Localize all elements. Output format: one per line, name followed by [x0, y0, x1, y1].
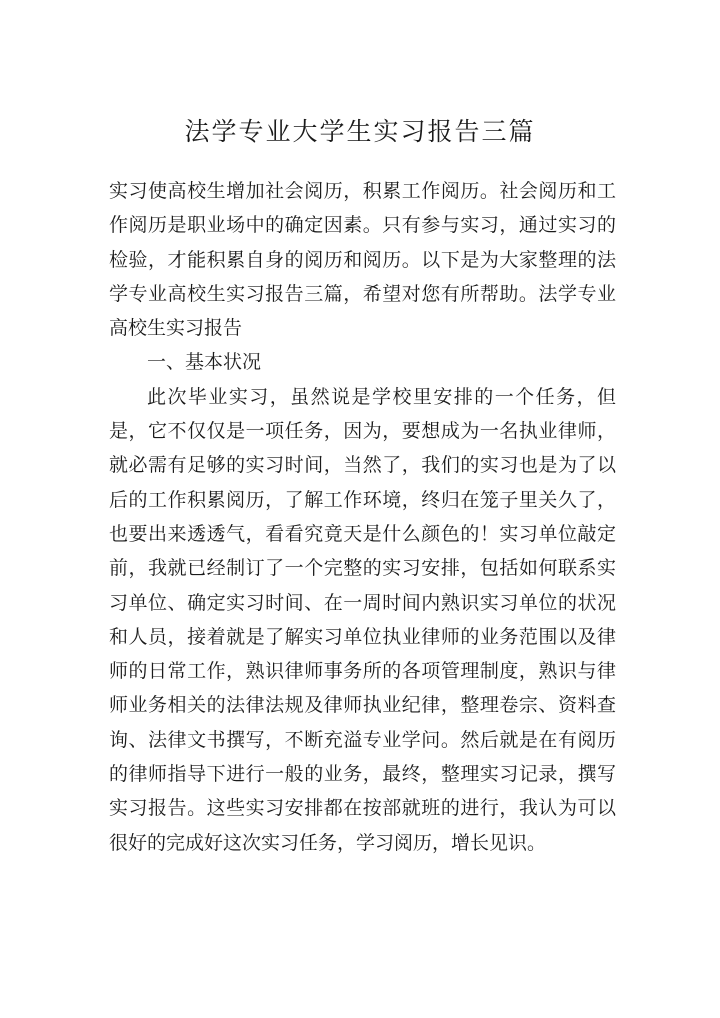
body-paragraph: 此次毕业实习，虽然说是学校里安排的一个任务，但是，它不仅仅是一项任务，因为，要想成为一名执业律师，就必需有足够的实习时间，当然了，我们的实习也是为了以后的工作积累阅历，了解工作环境，终归在笼子里关久了，也要出来透透气，看看究竟天是什么颜色的！实习单位敲定前，我就已经制订了一个完整的实习安排，包括如何联系实习单位、确定实习时间、在一周时间内熟识实习单位的状况和人员，接着就是了解实习单位执业律师的业务范围以及律师的日常工作，熟识律师事务所的各项管理制度，熟识与律师业务相关的法律法规及律师执业纪律，整理卷宗、资料查询、法律文书撰写，不断充溢专业学问。然后就是在有阅历的律师指导下进行一般的业务，最终，整理实习记录，撰写实习报告。这些实习安排都在按部就班的进行，我认为可以很好的完成好这次实习任务，学习阅历，增长见识。 [109, 385, 616, 854]
document-body [109, 174, 616, 860]
intro-paragraph: 实习使高校生增加社会阅历，积累工作阅历。社会阅历和工作阅历是职业场中的确定因素。只有参与实习，通过实习的检验，才能积累自身的阅历和阅历。以下是为大家整理的法学专业高校生实习报告三篇，希望对您有所帮助。法学专业高校生实习报告 [109, 180, 616, 340]
document-title: 法学专业大学生实习报告三篇 [184, 117, 536, 146]
section-heading: 一、基本状况 [147, 351, 262, 374]
